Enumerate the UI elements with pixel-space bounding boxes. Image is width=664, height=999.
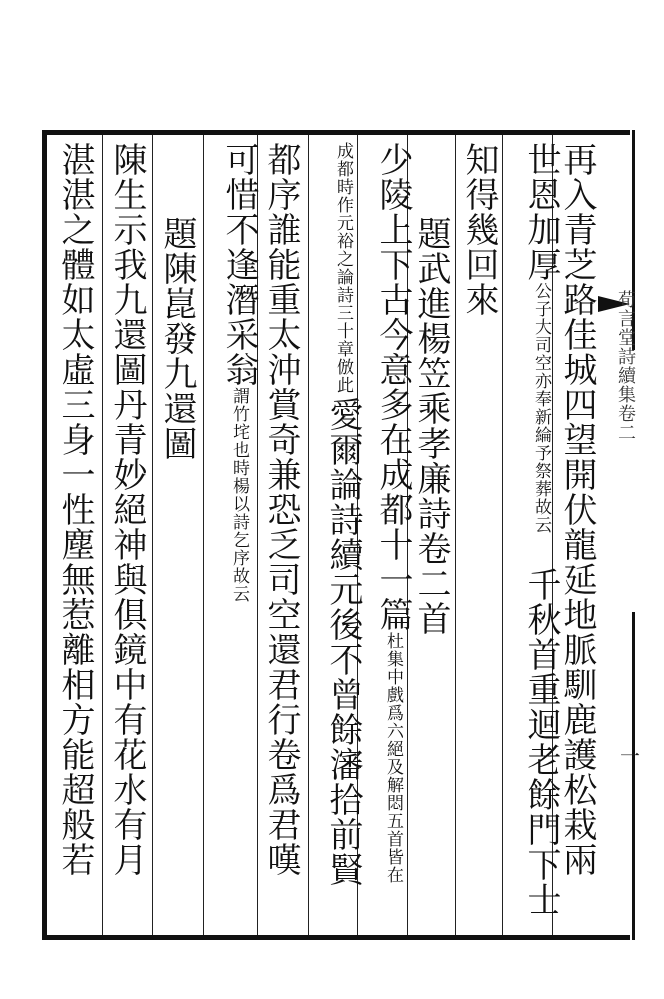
text-column-3: 知得幾回來 (459, 142, 499, 317)
column-6-annotation: 成都時作元裕之論詩三十章倣此 (333, 142, 353, 394)
text-column-5 (364, 142, 413, 932)
column-divider (152, 135, 153, 935)
text-column-8 (210, 142, 259, 627)
text-column-11: 湛湛之體如太虛三身一性塵無惹離相方能超般若 (55, 142, 95, 877)
column-2-text-b: 千秋首重迴老餘門下士 (521, 567, 561, 917)
column-divider (455, 135, 456, 935)
text-column-7: 都序誰能重太沖賞奇兼恐乏司空還君行卷爲君嘆 (261, 142, 301, 877)
poem-title-1: 題武進楊笠乘孝廉詩卷二首 (411, 216, 451, 636)
column-divider (102, 135, 103, 935)
frame-right-lower (632, 612, 635, 940)
column-6-text: 愛爾論詩續元後不曾餘瀋拾前賢 (323, 397, 363, 887)
column-divider (203, 135, 204, 935)
column-divider (502, 135, 503, 935)
folio-number: 一 (620, 744, 640, 768)
text-column-1: 再入青芝路佳城四望開伏龍延地脈馴鹿護松栽兩 (557, 142, 597, 877)
column-8-annotation: 謂竹垞也時楊以詩乞序故云 (229, 387, 249, 603)
column-5-annotation: 杜集中戲爲六絕及解悶五首皆在 (383, 632, 403, 884)
text-column-2 (512, 142, 561, 917)
poem-title-2: 題陳崑發九還圖 (157, 216, 197, 461)
text-column-10: 陳生示我九還圖丹青妙絕神與俱鏡中有花水有月 (107, 142, 147, 877)
column-2-annotation: 公子大司空亦奉新綸予祭葬故云 (531, 282, 551, 534)
column-divider (308, 135, 309, 935)
column-8-text: 可惜不逢潛采翁 (219, 142, 259, 387)
column-2-text-a: 世恩加厚 (521, 142, 561, 282)
margin-title: 荀言堂詩續集卷二 (615, 290, 636, 442)
column-5-text: 少陵上下古今意多在成都十一篇 (373, 142, 413, 632)
text-column-6 (314, 142, 363, 887)
